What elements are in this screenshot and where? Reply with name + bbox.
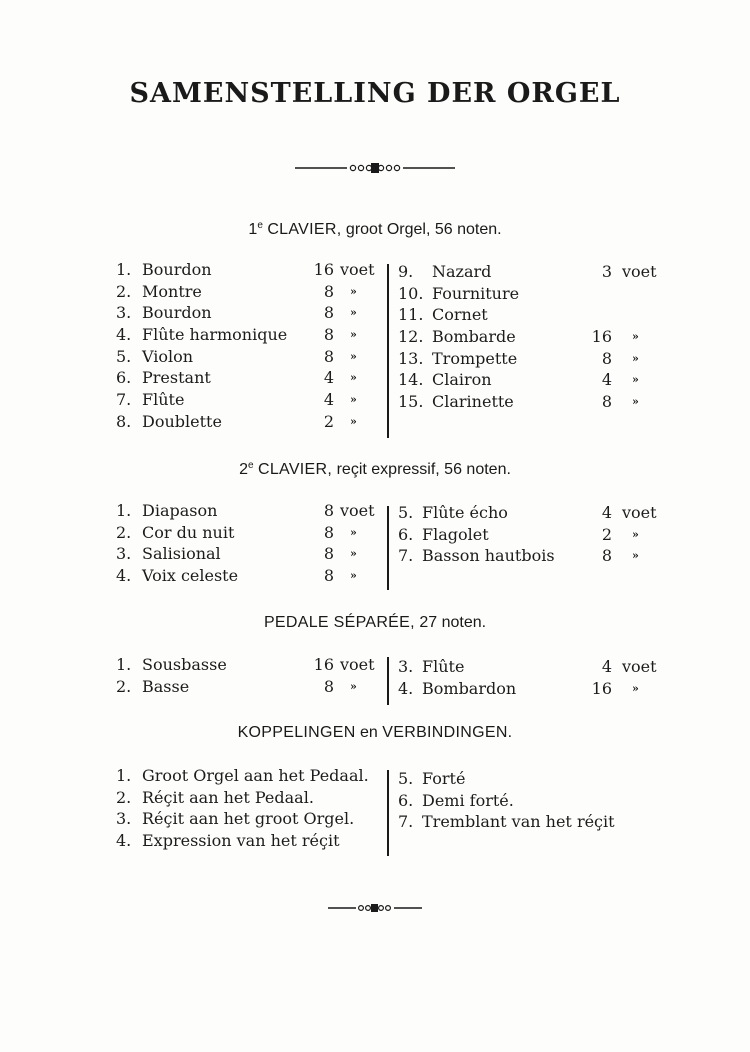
stop-feet: 8 bbox=[323, 522, 334, 542]
stop-row bbox=[116, 765, 386, 787]
stop-feet: 16 bbox=[313, 260, 334, 279]
ditto-mark: » bbox=[350, 371, 357, 385]
stop-name: Trompette bbox=[432, 348, 518, 368]
stop-number: 6. bbox=[116, 368, 132, 388]
column-divider bbox=[387, 770, 389, 856]
stop-number: 11. bbox=[398, 305, 424, 325]
stop-name: Réçit aan het groot Orgel. bbox=[142, 809, 355, 829]
ornament-divider-top bbox=[0, 160, 750, 176]
stop-unit: voet bbox=[622, 657, 657, 676]
stop-feet: 8 bbox=[601, 546, 612, 566]
stop-name: Diapason bbox=[142, 501, 218, 520]
stop-feet: 8 bbox=[323, 566, 334, 586]
stop-row bbox=[116, 676, 386, 698]
stop-feet: 8 bbox=[323, 544, 334, 564]
stop-number: 2. bbox=[116, 787, 132, 807]
stop-row bbox=[398, 656, 660, 678]
stop-row bbox=[398, 768, 660, 790]
stop-name: Bombardon bbox=[422, 678, 517, 698]
stop-number: 6. bbox=[398, 790, 414, 810]
stop-row bbox=[116, 565, 386, 587]
ditto-mark: » bbox=[350, 679, 357, 693]
stop-feet: 8 bbox=[601, 348, 612, 368]
stop-number: 4. bbox=[116, 831, 132, 851]
ditto-mark: » bbox=[632, 681, 639, 695]
stop-unit: voet bbox=[340, 501, 375, 520]
stop-row bbox=[398, 391, 660, 413]
stop-number: 4. bbox=[116, 325, 132, 345]
stop-number: 1. bbox=[116, 501, 132, 520]
stop-number: 2. bbox=[116, 522, 132, 542]
stop-name: Bourdon bbox=[142, 260, 212, 279]
stop-name: Basse bbox=[142, 676, 190, 696]
stop-number: 3. bbox=[116, 809, 132, 829]
section-heading-pedale: PEDALE SÉPARÉE, 27 noten. bbox=[263, 614, 487, 631]
stop-name: Fourniture bbox=[432, 283, 520, 303]
stop-number: 1. bbox=[116, 766, 132, 785]
stop-name: Cor du nuit bbox=[142, 522, 235, 542]
stop-feet: 8 bbox=[323, 303, 334, 323]
stop-row bbox=[398, 369, 660, 391]
stop-feet: 16 bbox=[591, 327, 612, 347]
stop-number: 4. bbox=[398, 678, 414, 698]
ditto-mark: » bbox=[350, 306, 357, 320]
stop-row bbox=[116, 411, 386, 433]
stop-number: 2. bbox=[116, 281, 132, 301]
ditto-mark: » bbox=[350, 284, 357, 298]
column-divider bbox=[387, 657, 389, 705]
stop-feet: 8 bbox=[323, 676, 334, 696]
stop-name: Montre bbox=[142, 281, 202, 301]
stop-feet: 2 bbox=[323, 411, 334, 431]
stop-row bbox=[398, 545, 660, 567]
stop-feet: 2 bbox=[601, 524, 612, 544]
stop-number: 5. bbox=[398, 769, 414, 788]
stop-number: 3. bbox=[116, 544, 132, 564]
stop-feet: 3 bbox=[601, 262, 612, 281]
stop-row bbox=[116, 324, 386, 346]
stop-row bbox=[398, 304, 660, 326]
stop-feet: 4 bbox=[601, 657, 612, 676]
stop-row bbox=[116, 830, 386, 852]
clavier-2-left-column bbox=[116, 500, 386, 587]
stop-number: 2. bbox=[116, 676, 132, 696]
stop-row bbox=[116, 787, 386, 809]
stop-unit: voet bbox=[340, 655, 375, 674]
stop-name: Réçit aan het Pedaal. bbox=[142, 787, 314, 807]
stop-row bbox=[398, 811, 660, 833]
stop-name: Flagolet bbox=[422, 524, 489, 544]
stop-unit: voet bbox=[622, 503, 657, 522]
stop-name: Clarinette bbox=[432, 392, 514, 412]
clavier-1-left-column bbox=[116, 259, 386, 433]
koppelingen-left-column bbox=[116, 765, 386, 852]
pedale-left-column bbox=[116, 654, 386, 697]
stop-number: 7. bbox=[398, 546, 414, 566]
column-divider bbox=[387, 506, 389, 590]
stop-number: 6. bbox=[398, 524, 414, 544]
stop-unit: voet bbox=[340, 260, 375, 279]
ditto-mark: » bbox=[632, 395, 639, 409]
column-divider bbox=[387, 264, 389, 438]
ditto-mark: » bbox=[350, 393, 357, 407]
section-heading-koppelingen: KOPPELINGEN en VERBINDINGEN. bbox=[237, 724, 513, 741]
stop-name: Doublette bbox=[142, 411, 222, 431]
stop-number: 4. bbox=[116, 566, 132, 586]
ditto-mark: » bbox=[350, 349, 357, 363]
stop-number: 13. bbox=[398, 348, 424, 368]
stop-feet: 4 bbox=[323, 390, 334, 410]
stop-feet: 8 bbox=[601, 392, 612, 412]
stop-number: 8. bbox=[116, 411, 132, 431]
stop-row bbox=[398, 678, 660, 700]
stop-name: Voix celeste bbox=[142, 566, 239, 586]
stop-row bbox=[116, 281, 386, 303]
stop-name: Flûte bbox=[422, 657, 465, 676]
stop-name: Tremblant van het réçit bbox=[422, 812, 615, 832]
stop-row bbox=[116, 522, 386, 544]
stop-name: Expression van het réçit bbox=[142, 831, 340, 851]
stop-number: 7. bbox=[116, 390, 132, 410]
ornament-divider-bottom bbox=[0, 900, 750, 916]
stop-name: Violon bbox=[142, 346, 194, 366]
stop-number: 12. bbox=[398, 327, 424, 347]
stop-feet: 8 bbox=[323, 281, 334, 301]
stop-row bbox=[398, 261, 660, 283]
stop-name: Sousbasse bbox=[142, 655, 227, 674]
stop-name: Flûte bbox=[142, 390, 185, 410]
stop-name: Salisional bbox=[142, 544, 221, 564]
stop-number: 9. bbox=[398, 262, 414, 281]
stop-feet: 16 bbox=[313, 655, 334, 674]
stop-row bbox=[116, 389, 386, 411]
ditto-mark: » bbox=[632, 351, 639, 365]
stop-number: 7. bbox=[398, 812, 414, 832]
stop-number: 3. bbox=[398, 657, 414, 676]
stop-feet: 8 bbox=[323, 346, 334, 366]
stop-feet: 4 bbox=[601, 370, 612, 390]
ditto-mark: » bbox=[350, 525, 357, 539]
stop-number: 10. bbox=[398, 283, 424, 303]
stop-row bbox=[116, 808, 386, 830]
stop-number: 15. bbox=[398, 392, 424, 412]
stop-row bbox=[398, 524, 660, 546]
stop-name: Nazard bbox=[432, 262, 492, 281]
koppelingen-right-column bbox=[398, 768, 660, 833]
stop-name: Basson hautbois bbox=[422, 546, 555, 566]
stop-number: 5. bbox=[398, 503, 414, 522]
stop-number: 1. bbox=[116, 655, 132, 674]
stop-number: 14. bbox=[398, 370, 424, 390]
stop-feet: 8 bbox=[323, 325, 334, 345]
stop-row bbox=[116, 302, 386, 324]
ditto-mark: » bbox=[632, 373, 639, 387]
stop-name: Groot Orgel aan het Pedaal. bbox=[142, 766, 369, 785]
stop-name: Flûte écho bbox=[422, 503, 508, 522]
stop-row bbox=[398, 348, 660, 370]
stop-row bbox=[116, 500, 386, 522]
clavier-2-right-column bbox=[398, 502, 660, 567]
stop-name: Demi forté. bbox=[422, 790, 514, 810]
section-heading-clavier-2: 2e CLAVIER, reçit expressif, 56 noten. bbox=[239, 460, 511, 478]
ditto-mark: » bbox=[350, 569, 357, 583]
stop-row bbox=[116, 367, 386, 389]
stop-row bbox=[116, 543, 386, 565]
stop-name: Flûte harmonique bbox=[142, 325, 288, 345]
stop-feet: 4 bbox=[323, 368, 334, 388]
stop-row bbox=[116, 259, 386, 281]
ditto-mark: » bbox=[632, 330, 639, 344]
clavier-1-right-column bbox=[398, 261, 660, 413]
section-heading-clavier-1: 1e CLAVIER, groot Orgel, 56 noten. bbox=[248, 220, 502, 238]
stop-row bbox=[398, 790, 660, 812]
stop-row bbox=[116, 654, 386, 676]
stop-name: Forté bbox=[422, 769, 466, 788]
stop-name: Prestant bbox=[142, 368, 211, 388]
stop-feet: 4 bbox=[601, 503, 612, 522]
stop-number: 3. bbox=[116, 303, 132, 323]
stop-number: 5. bbox=[116, 346, 132, 366]
stop-name: Bourdon bbox=[142, 303, 212, 323]
stop-row bbox=[116, 346, 386, 368]
stop-row bbox=[398, 502, 660, 524]
stop-row bbox=[398, 326, 660, 348]
pedale-right-column bbox=[398, 656, 660, 699]
ditto-mark: » bbox=[350, 414, 357, 428]
ditto-mark: » bbox=[350, 328, 357, 342]
ditto-mark: » bbox=[632, 549, 639, 563]
stop-row bbox=[398, 283, 660, 305]
stop-feet: 8 bbox=[323, 501, 334, 520]
ditto-mark: » bbox=[632, 527, 639, 541]
page-title: SAMENSTELLING DER ORGEL bbox=[129, 78, 621, 109]
stop-name: Cornet bbox=[432, 305, 488, 325]
stop-name: Clairon bbox=[432, 370, 492, 390]
stop-number: 1. bbox=[116, 260, 132, 279]
stop-feet: 16 bbox=[591, 678, 612, 698]
ditto-mark: » bbox=[350, 547, 357, 561]
stop-name: Bombarde bbox=[432, 327, 516, 347]
stop-unit: voet bbox=[622, 262, 657, 281]
